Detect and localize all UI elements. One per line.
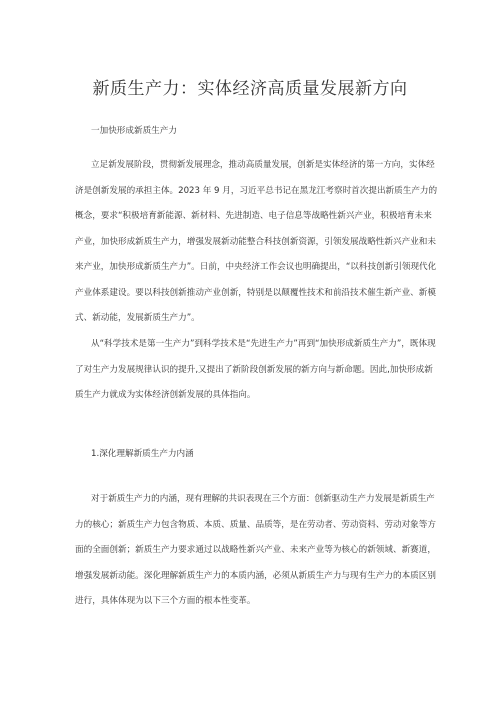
paragraph-1 [75,153,437,332]
paragraph-line: 济是创新发展的承担主体。2023 年 9 月，习近平总书记在黑龙江考察时首次提出新质生产力的 [75,185,438,196]
subheading: 1.深化理解新质生产力内涵 [91,449,194,459]
paragraph-line: 来产业，加快形成新质生产力”。日前，中央经济工作会议也明确提出，“以科技创新引领现代化 [75,262,437,272]
paragraph-line: 产业体系建设。要以科技创新推动产业创新，特别是以颠覆性技术和前沿技术催生新产业、新模 [75,287,436,298]
paragraph-line: 增强发展新动能。深化理解新质生产力的本质内涵，必须从新质生产力与现有生产力的本质区别 [75,570,436,581]
paragraph-line: 产业，加快形成新质生产力，增强发展新动能整合科技创新资源，引领发展战略性新兴产业和未 [75,236,436,247]
paragraph-line: 立足新发展阶段，贯彻新发展理念，推动高质量发展，创新是实体经济的第一方向，实体经 [91,160,435,170]
paragraph-line: 式、新动能，发展新质生产力”。 [75,313,200,323]
paragraph-line: 力的核心；新质生产力包含物质、本质、质量、品质等，是在劳动者、劳动资料、劳动对象等方 [75,519,436,530]
section-heading: 一加快形成新质生产力 [91,126,177,136]
paragraph-line: 概念，要求“积极培育新能源、新材料、先进制造、电子信息等战略性新兴产业，积极培育未来 [75,211,432,221]
paragraph-line: 面的全面创新；新质生产力要求通过以战略性新兴产业、未来产业等为核心的新领域、新赛道， [75,545,436,555]
paragraph-line: 进行，具体体现为以下三个方面的根本性变革。 [75,596,256,606]
paragraph-3 [75,487,437,615]
paragraph-line: 了对生产力发展规律认识的提升,又提出了新阶段创新发展的新方向与新命题。因此,加快形成新 [75,364,433,375]
paragraph-line: 对于新质生产力的内涵，现有理解的共识表现在三个方面：创新驱动生产力发展是新质生产 [91,494,435,504]
document-title: 新质生产力：实体经济高质量发展新方向 [92,79,408,99]
paragraph-line: 从“科学技术是第一生产力”到科学技术是“先进生产力”再到“加快形成新质生产力”，既体现 [91,339,436,349]
paragraph-line: 质生产力就成为实体经济创新发展的具体指向。 [75,390,256,400]
paragraph-2 [75,332,437,409]
